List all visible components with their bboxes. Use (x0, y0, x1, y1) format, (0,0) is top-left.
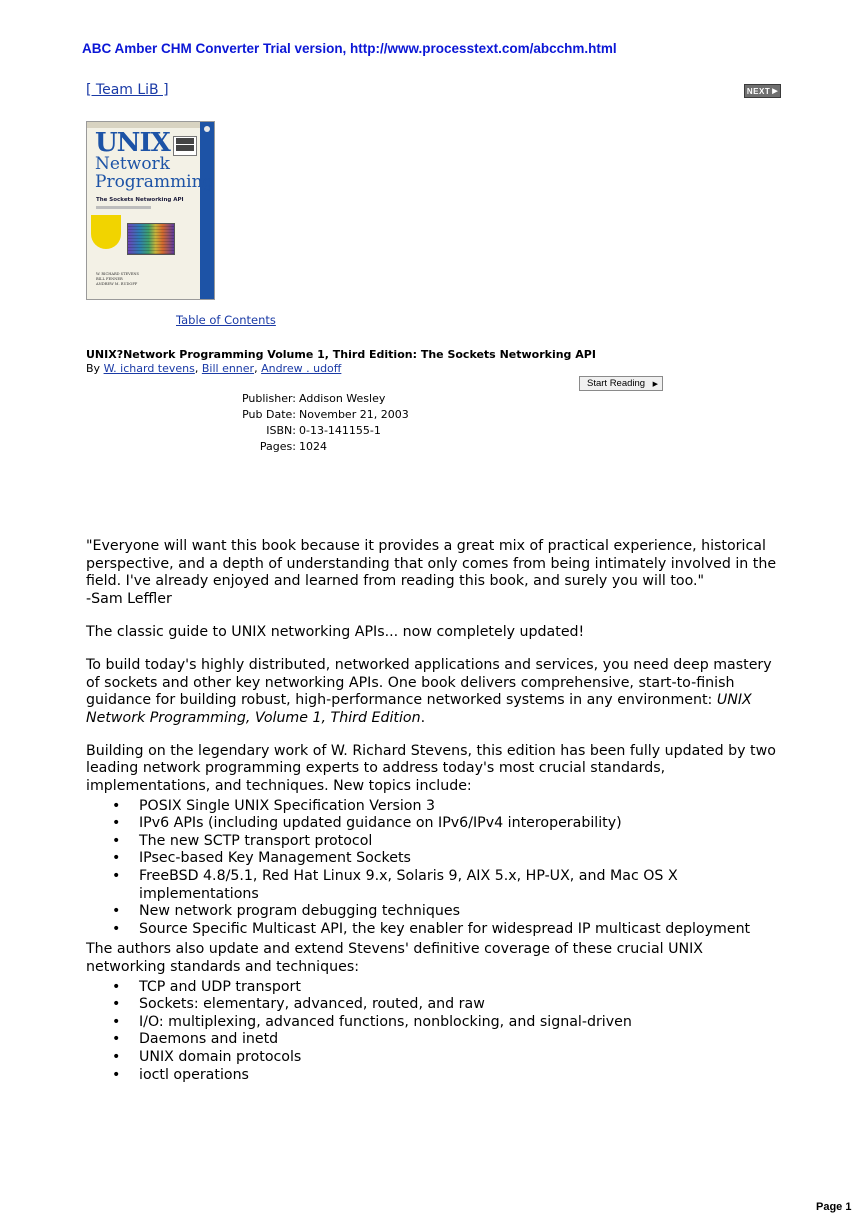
list-item: • UNIX domain protocols (86, 1049, 786, 1067)
meta-label: Pub Date: (242, 408, 296, 421)
quote-text: "Everyone will want this book because it provides a great mix of practical experience, historical perspective, and a depth of understanding that only comes from being intimately involved in the field. I've already enjoyed and learned from reading this book, and surely you will too." (86, 538, 777, 590)
byline (86, 362, 341, 375)
book-title-emphasis: UNIX Network Programming, Volume 1, Third Edition (86, 692, 752, 726)
description-paragraph: The authors also update and extend Stevens' definitive coverage of these crucial UNIX networking standards and techniques: (86, 941, 703, 975)
cover-title-line3: Programming (95, 172, 214, 192)
book-title: UNIX?Network Programming Volume 1, Third Edition: The Sockets Networking API (86, 348, 596, 361)
book-description (86, 538, 786, 1087)
list-item: • The new SCTP transport protocol (86, 833, 786, 851)
play-arrow-icon: ▶ (652, 380, 658, 388)
byline-by: By (86, 362, 101, 375)
meta-label: ISBN: (266, 424, 296, 437)
description-paragraph: Building on the legendary work of W. Richard Stevens, this edition has been fully updated by two leading network programming experts to address today's most crucial standards, implementations, and techniques. New topics include: (86, 742, 776, 795)
list-item: • TCP and UDP transport (86, 979, 786, 997)
next-arrow-icon: ▶ (772, 88, 779, 95)
list-item: • POSIX Single UNIX Specification Version 3 (86, 798, 786, 816)
cover-author: BILL FENNER (96, 277, 123, 281)
list-item: • IPsec-based Key Management Sockets (86, 850, 786, 868)
new-topics-list (86, 798, 786, 939)
meta-value: Addison Wesley (299, 392, 386, 405)
author-link-stevens[interactable]: W. ichard tevens (103, 362, 195, 375)
byline-separator: , (254, 362, 258, 375)
page-number: Page 1 (816, 1201, 852, 1213)
description-paragraph (86, 657, 786, 727)
list-item: • FreeBSD 4.8/5.1, Red Hat Linux 9.x, Solaris 9, AIX 5.x, HP-UX, and Mac OS X implementations (86, 868, 786, 903)
author-link-fenner[interactable]: Bill enner (201, 362, 255, 375)
author-link-rudoff[interactable]: Andrew . udoff (261, 362, 342, 375)
standards-list (86, 979, 786, 1085)
start-reading-label: Start Reading (587, 378, 646, 389)
paragraph-end: . (420, 709, 426, 726)
cover-artwork (127, 223, 175, 255)
team-lib-link[interactable]: [ Team LiB ] (86, 82, 169, 98)
meta-value: 0-13-141155-1 (299, 424, 381, 437)
meta-value: November 21, 2003 (299, 408, 409, 421)
list-item: • Sockets: elementary, advanced, routed, and raw (86, 996, 786, 1014)
list-item: • ioctl operations (86, 1067, 786, 1085)
paragraph-text: To build today's highly distributed, networked applications and services, you need deep mastery of sockets and other key networking APIs. One book delivers comprehensive, start-to-finish guidance for building robust, high-performance networked systems in any environment: (86, 656, 772, 709)
description-paragraph: The classic guide to UNIX networking APIs... now completely updated! (86, 623, 585, 640)
trial-banner: ABC Amber CHM Converter Trial version, http://www.processtext.com/abcchm.html (82, 41, 617, 56)
cover-author: ANDREW M. RUDOFF (96, 282, 138, 286)
cover-swoosh (91, 215, 121, 249)
list-item: • Source Specific Multicast API, the key enabler for widespread IP multicast deployment (86, 921, 786, 939)
meta-label: Publisher: (241, 392, 296, 405)
cover-spine-logo (204, 126, 210, 132)
cover-author: W. RICHARD STEVENS (96, 272, 139, 276)
cover-subtitle: The Sockets Networking API (96, 197, 184, 203)
cover-title-line1: UNIX (95, 128, 170, 158)
cover-edition-bar (96, 206, 151, 209)
list-item: • Daemons and inetd (86, 1031, 786, 1049)
list-item: • I/O: multiplexing, advanced functions, nonblocking, and signal-driven (86, 1014, 786, 1032)
list-item: • IPv6 APIs (including updated guidance on IPv6/IPv4 interoperability) (86, 815, 786, 833)
next-button[interactable] (744, 84, 781, 98)
book-cover-image (86, 121, 215, 300)
quote-author: -Sam Leffler (86, 590, 172, 607)
meta-label: Pages: (259, 440, 296, 453)
cover-mini-logo (173, 136, 197, 156)
meta-value: 1024 (299, 440, 327, 453)
byline-separator: , (194, 362, 199, 375)
list-item: • New network program debugging techniques (86, 903, 786, 921)
start-reading-button[interactable] (579, 376, 663, 391)
cover-spine (200, 122, 214, 299)
cover-authors (96, 272, 139, 287)
endorsement-quote (86, 538, 786, 608)
cover-title-line2: Network (95, 154, 170, 174)
table-of-contents-link[interactable]: Table of Contents (176, 313, 276, 327)
next-label: NEXT (746, 86, 771, 96)
